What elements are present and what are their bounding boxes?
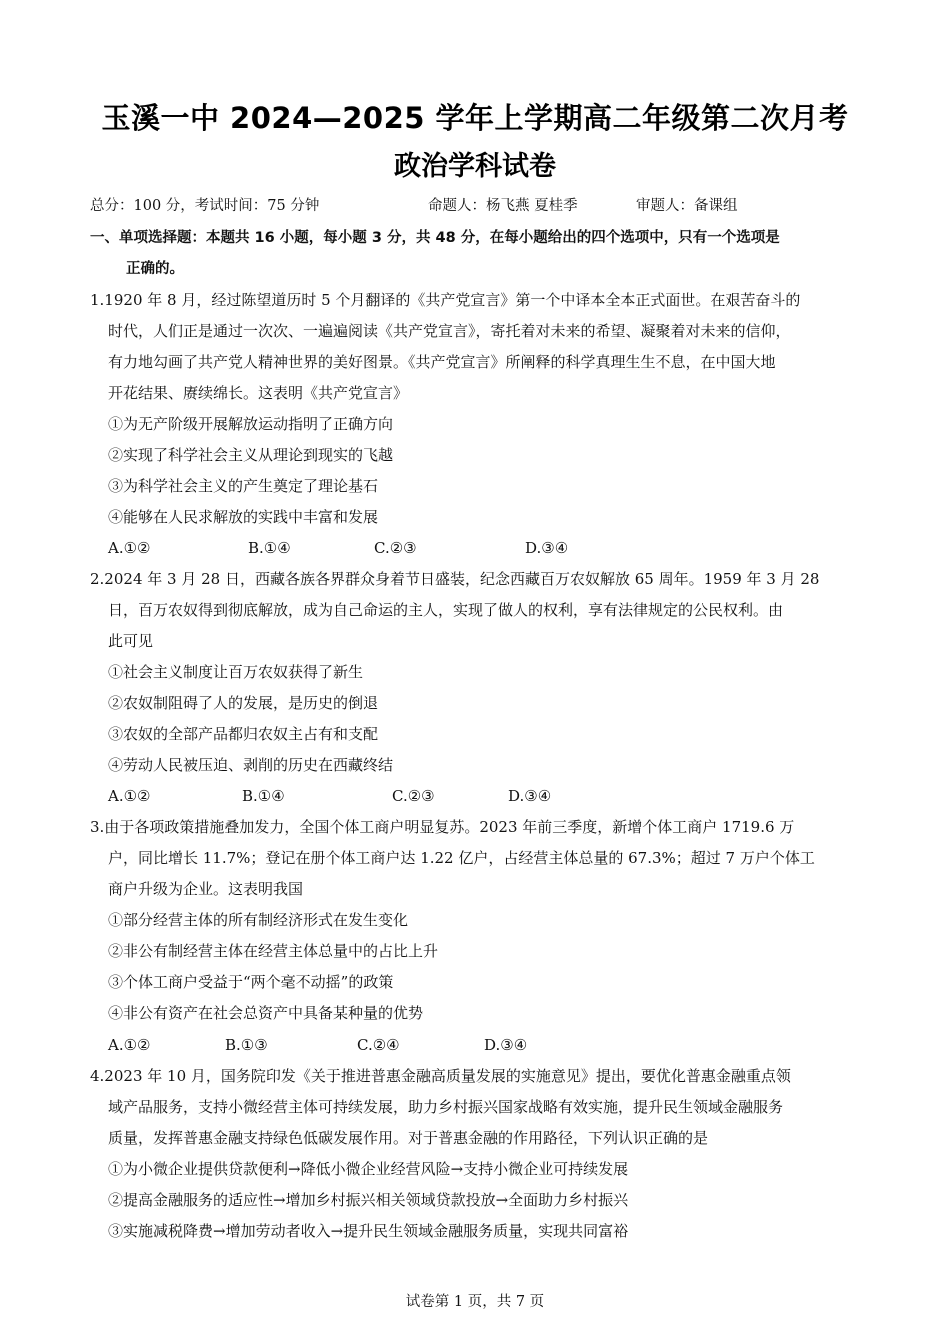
q4-option: ①为小微企业提供贷款便利→降低小微企业经营风险→支持小微企业可持续发展 bbox=[108, 1160, 629, 1178]
q3-stem-line: 3.由于各项政策措施叠加发力，全国个体工商户明显复苏。2023 年前三季度，新增个体工商户 1719.6 万 bbox=[90, 818, 795, 836]
reviewer: 审题人：备课组 bbox=[636, 198, 738, 214]
exam-title: 玉溪一中 2024—2025 学年上学期高二年级第二次月考 bbox=[101, 101, 849, 135]
q2-stem-line: 日，百万农奴得到彻底解放，成为自己命运的主人，实现了做人的权利，享有法律规定的公民权利。由 bbox=[108, 601, 784, 619]
section-heading-cont: 正确的。 bbox=[126, 261, 184, 277]
q2-choice-d[interactable]: D.③④ bbox=[508, 787, 552, 805]
q1-choice-c[interactable]: C.②③ bbox=[374, 539, 417, 557]
q1-choice-a[interactable]: A.①② bbox=[108, 539, 151, 557]
q3-choice-b[interactable]: B.①③ bbox=[225, 1036, 268, 1054]
q3-option: ①部分经营主体的所有制经济形式在发生变化 bbox=[108, 911, 409, 929]
q1-stem-line: 1.1920 年 8 月，经过陈望道历时 5 个月翻译的《共产党宣言》第一个中译本全本正式面世。在艰苦奋斗的 bbox=[90, 291, 801, 309]
q3-stem-line: 户，同比增长 11.7%；登记在册个体工商户达 1.22 亿户，占经营主体总量的 67.3%；超过 7 万户个体工 bbox=[108, 849, 815, 867]
q3-stem-line: 商户升级为企业。这表明我国 bbox=[108, 880, 304, 898]
q1-option: ④能够在人民求解放的实践中丰富和发展 bbox=[108, 508, 379, 526]
score-time: 总分：100 分，考试时间：75 分钟 bbox=[90, 198, 320, 214]
q4-option: ③实施减税降费→增加劳动者收入→提升民生领域金融服务质量，实现共同富裕 bbox=[108, 1222, 629, 1240]
q2-choice-c[interactable]: C.②③ bbox=[392, 787, 435, 805]
q2-choices bbox=[0, 786, 950, 806]
q3-option: ③个体工商户受益于“两个毫不动摇”的政策 bbox=[108, 973, 394, 991]
q1-choice-d[interactable]: D.③④ bbox=[525, 539, 569, 557]
page-footer: 试卷第 1 页，共 7 页 bbox=[405, 1294, 545, 1310]
q4-stem-line: 4.2023 年 10 月，国务院印发《关于推进普惠金融高质量发展的实施意见》提出，要优化普惠金融重点领 bbox=[90, 1067, 791, 1085]
q2-option: ③农奴的全部产品都归农奴主占有和支配 bbox=[108, 725, 379, 743]
q2-choice-b[interactable]: B.①④ bbox=[242, 787, 285, 805]
q2-option: ①社会主义制度让百万农奴获得了新生 bbox=[108, 663, 364, 681]
q2-stem-line: 此可见 bbox=[108, 632, 154, 650]
q1-choices bbox=[0, 538, 950, 558]
q2-option: ④劳动人民被压迫、剥削的历史在西藏终结 bbox=[108, 756, 394, 774]
q3-choice-c[interactable]: C.②④ bbox=[357, 1036, 400, 1054]
exam-subtitle: 政治学科试卷 bbox=[394, 151, 556, 182]
q1-stem-line: 开花结果、赓续绵长。这表明《共产党宣言》 bbox=[108, 384, 409, 402]
q4-stem-line: 质量，发挥普惠金融支持绿色低碳发展作用。对于普惠金融的作用路径，下列认识正确的是 bbox=[108, 1129, 709, 1147]
q4-option: ②提高金融服务的适应性→增加乡村振兴相关领域贷款投放→全面助力乡村振兴 bbox=[108, 1191, 629, 1209]
q3-option: ②非公有制经营主体在经营主体总量中的占比上升 bbox=[108, 942, 439, 960]
q2-option: ②农奴制阻碍了人的发展，是历史的倒退 bbox=[108, 694, 379, 712]
q2-stem-line: 2.2024 年 3 月 28 日，西藏各族各界群众身着节日盛装，纪念西藏百万农奴解放 65 周年。1959 年 3 月 28 bbox=[90, 570, 820, 588]
authors: 命题人：杨飞燕 夏桂季 bbox=[428, 198, 578, 214]
q4-stem-line: 域产品服务，支持小微经营主体可持续发展，助力乡村振兴国家战略有效实施，提升民生领域金融服务 bbox=[108, 1098, 784, 1116]
q3-option: ④非公有资产在社会总资产中具备某种量的优势 bbox=[108, 1004, 424, 1022]
q3-choices bbox=[0, 1035, 950, 1055]
q2-choice-a[interactable]: A.①② bbox=[108, 787, 151, 805]
q3-choice-a[interactable]: A.①② bbox=[108, 1036, 151, 1054]
q1-option: ③为科学社会主义的产生奠定了理论基石 bbox=[108, 477, 379, 495]
q1-option: ②实现了科学社会主义从理论到现实的飞越 bbox=[108, 446, 394, 464]
q1-option: ①为无产阶级开展解放运动指明了正确方向 bbox=[108, 415, 394, 433]
q1-stem-line: 有力地勾画了共产党人精神世界的美好图景。《共产党宣言》所阐释的科学真理生生不息，在中国大地 bbox=[108, 353, 776, 371]
q1-stem-line: 时代，人们正是通过一次次、一遍遍阅读《共产党宣言》，寄托着对未来的希望、凝聚着对未来的信仰， bbox=[108, 322, 791, 340]
q1-choice-b[interactable]: B.①④ bbox=[248, 539, 291, 557]
section-heading: 一、单项选择题：本题共 16 小题，每小题 3 分，共 48 分，在每小题给出的四个选项中，只有一个选项是 bbox=[90, 230, 780, 246]
q3-choice-d[interactable]: D.③④ bbox=[484, 1036, 528, 1054]
